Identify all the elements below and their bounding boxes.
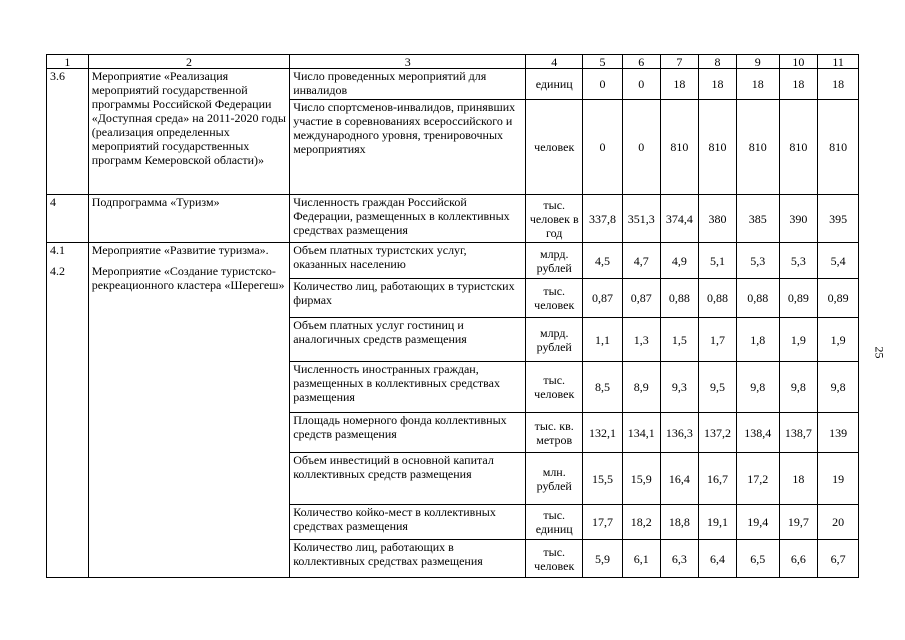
table-row [47, 195, 859, 243]
value-cell: 8,5 [583, 362, 623, 413]
value-cell: 810 [779, 100, 818, 195]
value-cell: 810 [818, 100, 859, 195]
table-row [47, 69, 859, 100]
value-cell: 0,89 [779, 279, 818, 318]
value-cell: 5,1 [699, 243, 737, 279]
value-cell: 6,6 [779, 540, 818, 578]
value-cell: 8,9 [622, 362, 660, 413]
value-cell: 0,88 [660, 279, 699, 318]
value-cell: 4,9 [660, 243, 699, 279]
value-cell: 19,4 [736, 505, 779, 540]
unit: единиц [526, 69, 583, 100]
value-cell: 4,5 [583, 243, 623, 279]
header-cell: 1 [47, 55, 89, 69]
value-cell: 6,5 [736, 540, 779, 578]
value-cell: 9,8 [779, 362, 818, 413]
table-row [47, 243, 859, 279]
value-cell: 137,2 [699, 413, 737, 453]
value-cell: 139 [818, 413, 859, 453]
value-cell: 9,5 [699, 362, 737, 413]
unit: тыс. человек [526, 362, 583, 413]
header-cell: 10 [779, 55, 818, 69]
unit: человек [526, 100, 583, 195]
value-cell: 18 [779, 69, 818, 100]
value-cell: 18 [660, 69, 699, 100]
value-cell: 5,3 [736, 243, 779, 279]
value-cell: 19 [818, 453, 859, 505]
value-cell: 20 [818, 505, 859, 540]
item-number-41: 4.1 [50, 243, 65, 257]
unit: млн. рублей [526, 453, 583, 505]
indicator-name: Численность граждан Российской Федерации, размещенных в коллективных средствах размещения [290, 195, 526, 243]
value-cell: 5,4 [818, 243, 859, 279]
value-cell: 0 [622, 69, 660, 100]
header-cell: 7 [660, 55, 699, 69]
header-cell: 4 [526, 55, 583, 69]
value-cell: 17,2 [736, 453, 779, 505]
value-cell: 4,7 [622, 243, 660, 279]
value-cell: 5,3 [779, 243, 818, 279]
value-cell: 136,3 [660, 413, 699, 453]
event-name [88, 243, 289, 578]
value-cell: 0 [583, 69, 623, 100]
unit: млрд. рублей [526, 318, 583, 362]
value-cell: 6,7 [818, 540, 859, 578]
value-cell: 385 [736, 195, 779, 243]
value-cell: 0,89 [818, 279, 859, 318]
value-cell: 810 [660, 100, 699, 195]
value-cell: 0,88 [699, 279, 737, 318]
header-row [47, 55, 859, 69]
value-cell: 1,3 [622, 318, 660, 362]
value-cell: 1,9 [818, 318, 859, 362]
unit: тыс. человек [526, 279, 583, 318]
header-cell: 6 [622, 55, 660, 69]
value-cell: 1,8 [736, 318, 779, 362]
unit: тыс. человек [526, 540, 583, 578]
event-name: Мероприятие «Реализация мероприятий государственной программы Российской Федерации «Доступная среда» на 2011-2020 годы (реализация определенных мероприятий государственных программ Кемеровской области)» [88, 69, 289, 195]
value-cell: 6,3 [660, 540, 699, 578]
value-cell: 18 [818, 69, 859, 100]
value-cell: 337,8 [583, 195, 623, 243]
value-cell: 18,2 [622, 505, 660, 540]
indicators-table [46, 54, 859, 578]
indicator-name: Число проведенных мероприятий для инвалидов [290, 69, 526, 100]
value-cell: 374,4 [660, 195, 699, 243]
value-cell: 132,1 [583, 413, 623, 453]
event-name-42: Мероприятие «Создание туристско-рекреационного кластера «Шерегеш» [91, 264, 285, 292]
value-cell: 6,1 [622, 540, 660, 578]
indicator-name: Объем платных туристских услуг, оказанных населению [290, 243, 526, 279]
unit: тыс. единиц [526, 505, 583, 540]
value-cell: 395 [818, 195, 859, 243]
indicator-name: Объем инвестиций в основной капитал коллективных средств размещения [290, 453, 526, 505]
item-number: 3.6 [47, 69, 89, 195]
header-cell: 9 [736, 55, 779, 69]
unit: млрд. рублей [526, 243, 583, 279]
indicator-name: Количество лиц, работающих в коллективных средствах размещения [290, 540, 526, 578]
value-cell: 6,4 [699, 540, 737, 578]
value-cell: 1,1 [583, 318, 623, 362]
value-cell: 9,8 [818, 362, 859, 413]
value-cell: 138,7 [779, 413, 818, 453]
value-cell: 9,8 [736, 362, 779, 413]
indicator-name: Количество лиц, работающих в туристских фирмах [290, 279, 526, 318]
value-cell: 19,7 [779, 505, 818, 540]
value-cell: 15,5 [583, 453, 623, 505]
value-cell: 1,7 [699, 318, 737, 362]
value-cell: 0,87 [622, 279, 660, 318]
value-cell: 18 [779, 453, 818, 505]
value-cell: 18 [699, 69, 737, 100]
value-cell: 380 [699, 195, 737, 243]
value-cell: 5,9 [583, 540, 623, 578]
value-cell: 810 [736, 100, 779, 195]
value-cell: 1,9 [779, 318, 818, 362]
value-cell: 138,4 [736, 413, 779, 453]
value-cell: 19,1 [699, 505, 737, 540]
value-cell: 16,4 [660, 453, 699, 505]
header-cell: 3 [290, 55, 526, 69]
value-cell: 134,1 [622, 413, 660, 453]
item-number: 4 [47, 195, 89, 243]
value-cell: 9,3 [660, 362, 699, 413]
value-cell: 1,5 [660, 318, 699, 362]
value-cell: 390 [779, 195, 818, 243]
value-cell: 17,7 [583, 505, 623, 540]
page-number: 25 [872, 346, 887, 359]
value-cell: 810 [699, 100, 737, 195]
value-cell: 15,9 [622, 453, 660, 505]
header-cell: 8 [699, 55, 737, 69]
event-name-41: Мероприятие «Развитие туризма». [91, 243, 269, 257]
indicator-name: Число спортсменов-инвалидов, принявших участие в соревнованиях всероссийского и международного уровня, тренировочных мероприятиях [290, 100, 526, 195]
indicator-name: Численность иностранных граждан, размещенных в коллективных средствах размещения [290, 362, 526, 413]
header-cell: 2 [88, 55, 289, 69]
indicator-name: Объем платных услуг гостиниц и аналогичных средств размещения [290, 318, 526, 362]
item-number [47, 243, 89, 578]
value-cell: 0 [583, 100, 623, 195]
value-cell: 18,8 [660, 505, 699, 540]
value-cell: 0,88 [736, 279, 779, 318]
value-cell: 16,7 [699, 453, 737, 505]
header-cell: 5 [583, 55, 623, 69]
event-name: Подпрограмма «Туризм» [88, 195, 289, 243]
value-cell: 0 [622, 100, 660, 195]
item-number-42: 4.2 [50, 264, 65, 278]
unit: тыс. кв. метров [526, 413, 583, 453]
value-cell: 0,87 [583, 279, 623, 318]
indicator-name: Площадь номерного фонда коллективных средств размещения [290, 413, 526, 453]
header-cell: 11 [818, 55, 859, 69]
unit: тыс. человек в год [526, 195, 583, 243]
value-cell: 351,3 [622, 195, 660, 243]
indicator-name: Количество койко-мест в коллективных средствах размещения [290, 505, 526, 540]
value-cell: 18 [736, 69, 779, 100]
